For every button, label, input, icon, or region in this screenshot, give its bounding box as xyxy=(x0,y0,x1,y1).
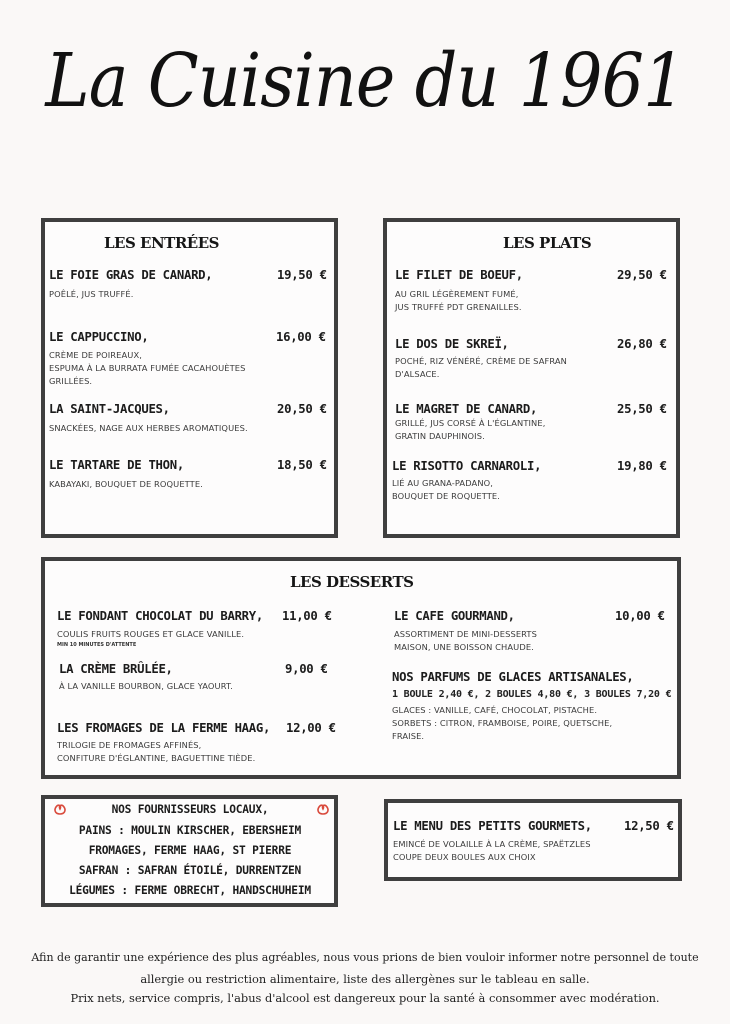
supplier-line: LÉGUMES : FERME OBRECHT, HANDSCHUHEIM xyxy=(69,884,311,897)
menu-item-name: LE FILET DE BOEUF, xyxy=(395,268,523,282)
menu-item-price: 19,80 € xyxy=(617,459,667,473)
menu-item-price: 25,50 € xyxy=(617,402,667,416)
menu-item-name: LE FONDANT CHOCOLAT DU BARRY, xyxy=(57,609,263,623)
menu-item-desc: GRATIN DAUPHINOIS. xyxy=(395,431,485,441)
menu-item-name: LE MAGRET DE CANARD, xyxy=(395,402,538,416)
menu-item-name: LES FROMAGES DE LA FERME HAAG, xyxy=(57,721,271,735)
menu-item-name: LA CRÈME BRÛLÉE, xyxy=(59,662,173,676)
menu-item-desc: ESPUMA À LA BURRATA FUMÉE CACAHOUÈTES xyxy=(49,363,246,373)
supplier-line: FROMAGES, FERME HAAG, ST PIERRE xyxy=(88,844,292,857)
menu-item-price: 10,00 € xyxy=(615,609,665,623)
plats-heading: LES PLATS xyxy=(503,234,592,252)
footer-allergy-note: allergie ou restriction alimentaire, liste des allergènes sur le tableau en salle. xyxy=(140,972,590,986)
suppliers-title: NOS FOURNISSEURS LOCAUX, xyxy=(111,803,269,816)
restaurant-title: La Cuisine du 1961 xyxy=(45,38,685,124)
menu-item-name: NOS PARFUMS DE GLACES ARTISANALES, xyxy=(392,670,634,684)
menu-item-price: 11,00 € xyxy=(282,609,332,623)
menu-item-name: LE TARTARE DE THON, xyxy=(49,458,184,472)
menu-item-price: 18,50 € xyxy=(277,458,327,472)
supplier-line: SAFRAN : SAFRAN ÉTOILÉ, DURRENTZEN xyxy=(78,864,302,877)
desserts-heading: LES DESSERTS xyxy=(290,573,414,591)
menu-item-price: 26,80 € xyxy=(617,337,667,351)
menu-item-desc: POÊLÉ, JUS TRUFFÉ. xyxy=(49,289,134,299)
menu-item-desc: KABAYAKI, BOUQUET DE ROQUETTE. xyxy=(49,479,203,489)
menu-item-name: LE RISOTTO CARNAROLI, xyxy=(392,459,542,473)
menu-item-desc: CRÈME DE POIREAUX, xyxy=(49,350,142,360)
menu-item-desc: BOUQUET DE ROQUETTE. xyxy=(392,491,500,501)
menu-item-name: LE CAFE GOURMAND, xyxy=(394,609,515,623)
wait-time-note: MIN 10 MINUTES D'ATTENTE xyxy=(57,642,137,648)
menu-item-price: 29,50 € xyxy=(617,268,667,282)
entrees-heading: LES ENTRÉES xyxy=(104,234,220,252)
menu-item-desc: D'ALSACE. xyxy=(395,369,440,379)
menu-item-desc: MAISON, UNE BOISSON CHAUDE. xyxy=(394,642,534,652)
menu-item-desc: ASSORTIMENT DE MINI-DESSERTS xyxy=(394,629,537,639)
menu-item-name: LA SAINT-JACQUES, xyxy=(49,402,170,416)
menu-item-desc: COULIS FRUITS ROUGES ET GLACE VANILLE. xyxy=(57,629,245,639)
menu-item-name: LE CAPPUCCINO, xyxy=(49,330,149,344)
menu-item-desc: SNACKÉES, NAGE AUX HERBES AROMATIQUES. xyxy=(49,423,248,433)
menu-item-desc: LIÉ AU GRANA-PADANO, xyxy=(392,478,494,488)
supplier-line: PAINS : MOULIN KIRSCHER, EBERSHEIM xyxy=(78,824,302,837)
ice-cream-prices: 1 BOULE 2,40 €, 2 BOULES 4,80 €, 3 BOULES 7,20 € xyxy=(392,689,672,700)
menu-item-price: 12,00 € xyxy=(286,721,336,735)
menu-item-price: 9,00 € xyxy=(285,662,328,676)
menu-item-name: LE DOS DE SKREÏ, xyxy=(395,337,509,351)
menu-item-desc: À LA VANILLE BOURBON, GLACE YAOURT. xyxy=(59,681,233,691)
menu-item-desc: SORBETS : CITRON, FRAMBOISE, POIRE, QUETSCHE, xyxy=(392,718,613,728)
footer-allergy-note: Afin de garantir une expérience des plus agréables, nous vous prions de bien vouloir informer notre personnel de toute xyxy=(31,951,699,964)
menu-item-desc: COUPE DEUX BOULES AUX CHOIX xyxy=(393,852,536,862)
menu-item-price: 20,50 € xyxy=(277,402,327,416)
menu-item-desc: GLACES : VANILLE, CAFÉ, CHOCOLAT, PISTACHE. xyxy=(392,705,598,715)
menu-item-desc: GRILLÉES. xyxy=(49,376,93,386)
menu-item-desc: FRAISE. xyxy=(392,731,425,741)
menu-item-price: 16,00 € xyxy=(276,330,326,344)
footer-legal-note: Prix nets, service compris, l'abus d'alcool est dangereux pour la santé à consommer avec modération. xyxy=(70,991,660,1005)
menu-item-desc: GRILLÉ, JUS CORSÉ À L'ÉGLANTINE, xyxy=(395,418,546,428)
menu-item-price: 19,50 € xyxy=(277,268,327,282)
menu-item-desc: AU GRIL LÉGÈREMENT FUMÉ, xyxy=(395,289,519,299)
menu-item-price: 12,50 € xyxy=(624,819,674,833)
menu-item-name: LE FOIE GRAS DE CANARD, xyxy=(49,268,213,282)
menu-item-desc: EMINCÉ DE VOLAILLE À LA CRÈME, SPAËTZLES xyxy=(393,839,591,849)
menu-item-desc: JUS TRUFFÉ PDT GRENAILLES. xyxy=(395,302,522,312)
menu-item-desc: POCHÉ, RIZ VÉNÉRÉ, CRÈME DE SAFRAN xyxy=(395,356,567,366)
menu-item-name: LE MENU DES PETITS GOURMETS, xyxy=(393,819,592,833)
menu-item-desc: CONFITURE D'ÉGLANTINE, BAGUETTINE TIÈDE. xyxy=(57,753,256,763)
menu-item-desc: TRILOGIE DE FROMAGES AFFINÉS, xyxy=(57,740,202,750)
